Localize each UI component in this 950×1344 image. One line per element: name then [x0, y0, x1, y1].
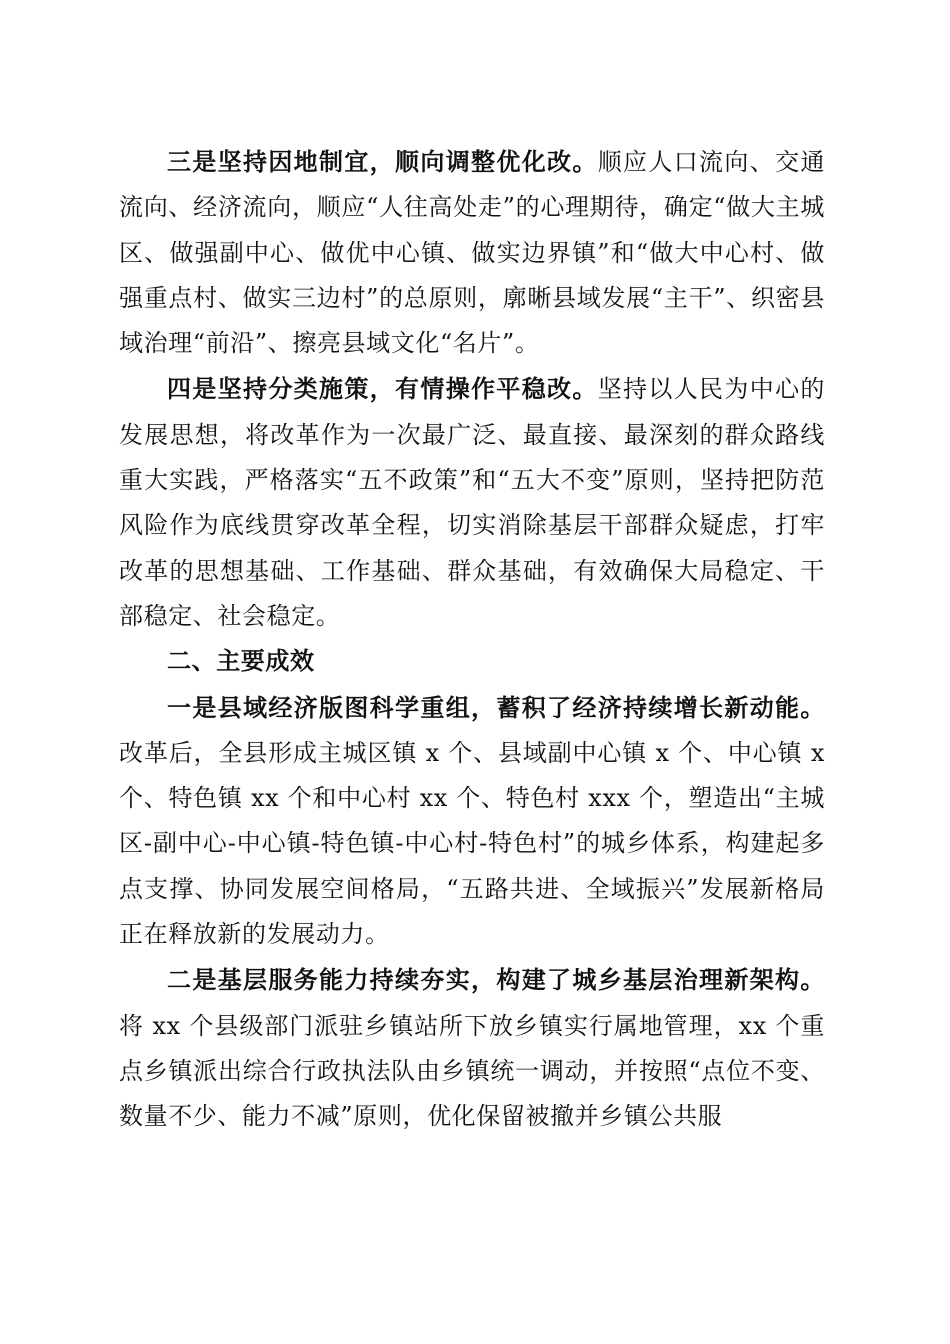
paragraph-lead: 三是坚持因地制宜，顺向调整优化改。 — [167, 147, 598, 176]
paragraph-principle-four — [119, 366, 825, 639]
paragraph-lead: 一是县域经济版图科学重组，蓄积了经济持续增长新动能。 — [167, 692, 825, 722]
section-heading: 二、主要成效 — [167, 647, 315, 676]
paragraph-text: 坚持以人民为中心的发展思想，将改革作为一次最广泛、最直接、最深刻的群众路线重大实践，严格落实“五不政策”和“五大不变”原则，坚持把防范风险作为底线贯穿改革全程，切实消除基层干部群众疑虑，打牢改革的思想基础、工作基础、群众基础，有效确保大局稳定、干部稳定、社会稳定。 — [119, 375, 826, 630]
paragraph-lead: 四是坚持分类施策，有情操作平稳改。 — [167, 374, 598, 404]
paragraph-result-one — [119, 685, 825, 958]
paragraph-text: 顺应人口流向、交通流向、经济流向，顺应“人往高处走”的心理期待，确定“做大主城区、做强副中心、做优中心镇、做实边界镇”和“做大中心村、做强重点村、做实三边村”的总原则，廓晰县域发展“主干”、织密县域治理“前沿”、擦亮县域文化“名片”。 — [119, 148, 826, 358]
paragraph-text: 将 xx 个县级部门派驻乡镇站所下放乡镇实行属地管理，xx 个重点乡镇派出综合行政执法队由乡镇统一调动，并按照“点位不变、数量不少、能力不减”原则，优化保留被撤并乡镇公共服 — [119, 1011, 825, 1131]
paragraph-lead: 二是基层服务能力持续夯实，构建了城乡基层治理新架构。 — [167, 965, 825, 995]
paragraph-principle-three — [119, 139, 825, 366]
document-body — [119, 139, 825, 1140]
paragraph-text: 改革后，全县形成主城区镇 x 个、县域副中心镇 x 个、中心镇 x 个、特色镇 xx 个和中心村 xx 个、特色村 xxx 个，塑造出“主城区-副中心-中心镇-特色镇-中心村-特色村”的城乡体系，构建起多点支撑、协同发展空间格局，“五路共进、全域振兴”发展新格局正在释放新的发展动力。 — [119, 738, 825, 949]
paragraph-result-two — [119, 957, 825, 1139]
